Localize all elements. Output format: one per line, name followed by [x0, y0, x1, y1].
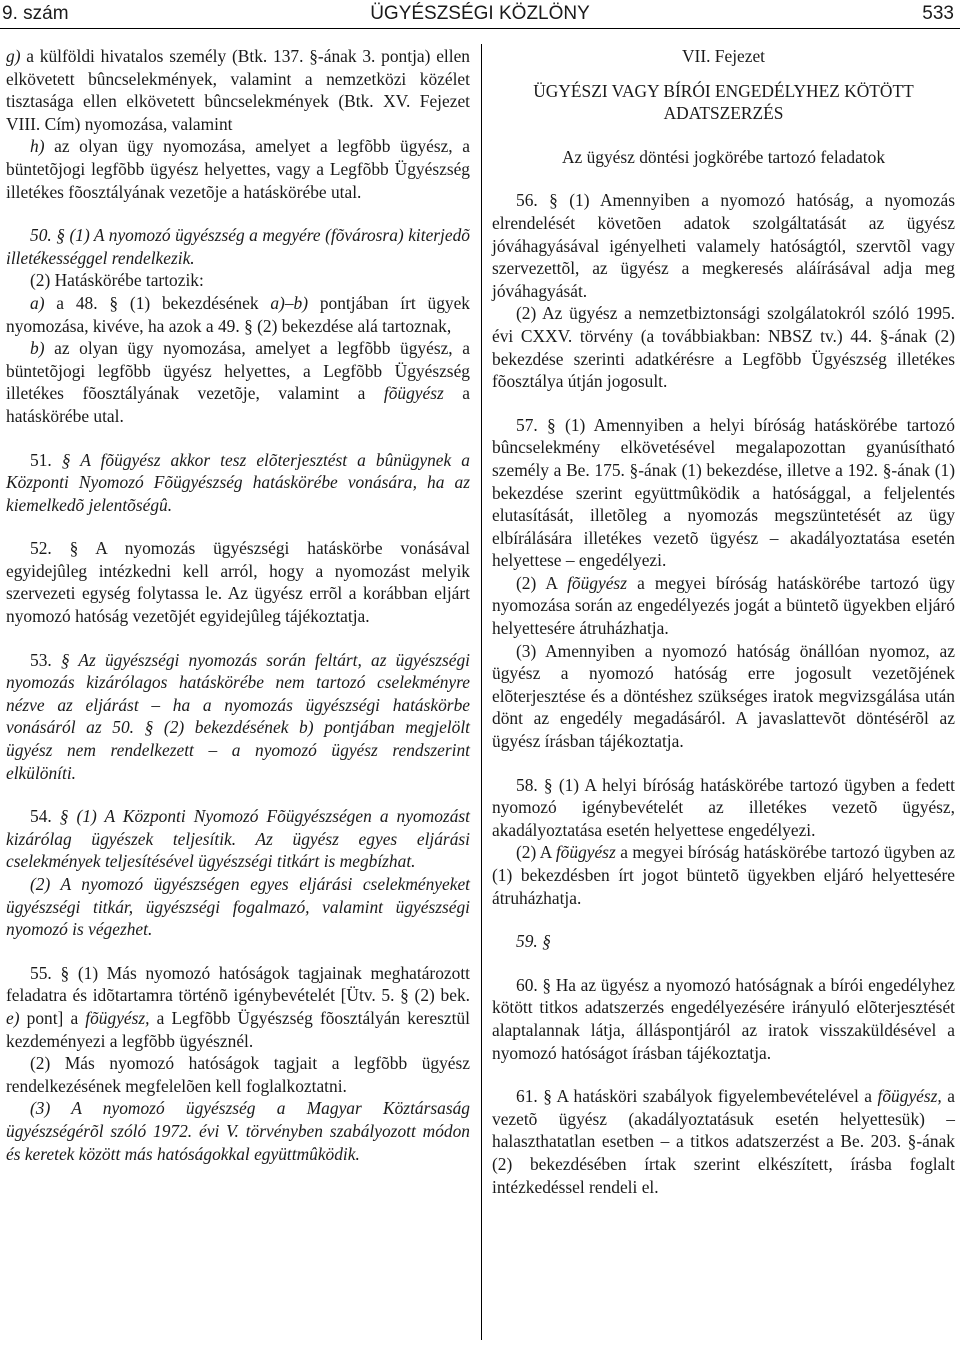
section-number: 55. — [30, 962, 52, 983]
journal-title: ÜGYÉSZSÉGI KÖZLÖNY — [370, 3, 590, 24]
spacer — [6, 941, 470, 962]
chapter-number: VII. Fejezet — [681, 46, 766, 66]
section-number: 61. — [516, 1086, 538, 1107]
chapter-heading — [492, 45, 955, 168]
section-50-p2: (2) Hatáskörébe tartozik: — [30, 270, 204, 291]
column-divider — [481, 44, 482, 1340]
spacer — [492, 68, 955, 80]
spacer — [492, 1064, 955, 1085]
section-50-a: a) a 48. § (1) bekezdésének a)–b) pontjában írt ügyek nyomozása, kivéve, ha azok a 49. § (2) bekezdése alá tartoznak, — [6, 292, 470, 336]
section-number: 58. — [516, 774, 538, 795]
section-57-p1: 57. § (1) Amennyiben a helyi bíróság hatáskörébe tartozó bûncselekmény elkövetésével megalapozottan gyanúsítható személy a Be. 175. §-ának (1) bekezdése, illetve a 192. §-ának (1) bekezdése szerint együttmûködik a hatósággal, a feljelentés elutasítását, illetõleg a nyomozás megszüntetését az ügy elbírálására illetékes vezetõ ügyész – akadályoztatása esetén helyettese – engedélyezi. — [492, 414, 955, 571]
section-54-p2: (2) A nyomozó ügyészségen egyes eljárási cselekményeket ügyészségi titkár, ügyészségi fogalmazó, valamint ügyészségi nyomozó is végezhet. — [6, 874, 470, 940]
paragraph-h: h) az olyan ügy nyomozása, amelyet a legfõbb ügyész, a büntetõjogi legfõbb ügyész helyettes, vagy a Legfõbb Ügyészség illetékes fõosztályának vezetõje a hatáskörébe utal. — [6, 136, 470, 202]
spacer — [492, 168, 955, 189]
section-54-p1: 54. § (1) A Központi Nyomozó Fõügyészségen a nyomozást kizárólag ügyészek teljesítik. Az ügyész egyes eljárási cselekmények teljesítésével ügyészségi titkárt is megbízhat. — [6, 806, 470, 872]
chapter-title-line-1: ÜGYÉSZI VAGY BÍRÓI ENGEDÉLYHEZ KÖTÖTT — [533, 80, 914, 101]
section-53: 53. § Az ügyészségi nyomozás során feltárt, az ügyészségi nyomozás kizárólagos hatáskörébe nem tartozó cselekményre nézve az eljárást – ha a nyomozás ügyészségi hatáskörbe vonásáról az 50. § (2) bekezdésének b) pontjában megjelölt ügyész nem rendelkezett – a nyomozó ügyész rendszerint elkülöníti. — [6, 649, 470, 783]
spacer — [492, 953, 955, 974]
spacer — [492, 909, 955, 930]
section-55-p3: (3) A nyomozó ügyészség a Magyar Köztársaság ügyészségérõl szóló 1972. évi V. törvényben szabályozott módon és keretek között más hatóságokkal együttmûködik. — [6, 1098, 470, 1164]
spacer — [6, 784, 470, 805]
section-56-p2: (2) Az ügyész a nemzetbiztonsági szolgálatokról szóló 1995. évi CXXV. törvény (a továbbiakban: NBSZ tv.) 44. §-ának (2) bekezdése szerinti adatkérésre a Legfõbb Ügyészség illetékes fõosztálya útján jogosult. — [492, 303, 955, 392]
left-column — [6, 45, 470, 1165]
section-number: 60. — [516, 974, 538, 995]
spacer — [492, 393, 955, 414]
section-51: 51. § A fõügyész akkor tesz elõterjesztést a bûnügynek a Központi Nyomozó Fõügyészség hatáskörébe vonására, ha az kiemelkedõ jelentõségû. — [6, 449, 470, 515]
spacer — [492, 125, 955, 146]
section-55-p2: (2) Más nyomozó hatóságok tagjait a legfõbb ügyész rendelkezésének megfelelõen kell foglalkoztatni. — [6, 1053, 470, 1096]
right-column — [492, 45, 955, 1198]
section-number: 51. — [30, 449, 52, 470]
section-60: 60. § Ha az ügyész a nyomozó hatóságnak a bírói engedélyhez kötött titkos adatszerzés engedélyezésére irányuló elõterjesztését alaptalannak látja, álláspontjáról az iratok visszaküldésével a nyomozó hatóságot írásban tájékoztatja. — [492, 974, 955, 1063]
paragraph-g: g) a külföldi hivatalos személy (Btk. 137. §-ának 3. pontja) ellen elkövetett bûncselekmények, valamint a nemzetközi közélet tisztasága ellen elkövetett bûncselekmények (Btk. XV. Fejezet VIII. Cím) nyomozása, valamint — [6, 46, 470, 134]
section-56-p1: 56. § (1) Amennyiben a nyomozó hatóság, a nyomozás elrendelését követõen adatok szolgáltatását az ügyész jóváhagyásával igényelheti valamely hatóságtól, szervtõl vagy szervezettõl, az ügyész a megkeresés aláírásával adja meg jóváhagyását. — [492, 190, 955, 301]
section-number: 53. — [30, 649, 52, 670]
chapter-subtitle: Az ügyész döntési jogkörébe tartozó feladatok — [561, 146, 886, 167]
spacer — [6, 428, 470, 449]
chapter-title-line-2: ADATSZERZÉS — [663, 103, 784, 124]
section-57-p3: (3) Amennyiben a nyomozó hatóság önállóan nyomoz, az ügyész a nyomozó hatóság erre jogosult vezetõjének elõterjesztése és a döntéshez szükséges iratok megvizsgálása után dönt az engedély megadásáról. A javaslattevõt döntésérõl az ügyész írásban tájékoztatja. — [492, 640, 955, 752]
spacer — [6, 516, 470, 537]
page-header — [0, 0, 960, 29]
item-label: h) — [30, 136, 45, 157]
item-label: g) — [6, 46, 21, 66]
section-number: 57. — [516, 414, 538, 435]
spacer — [492, 753, 955, 774]
section-number: 56. — [516, 190, 538, 211]
issue-number: 9. szám — [2, 3, 69, 24]
section-58-p2: (2) A fõügyész a megyei bíróság hatáskörébe tartozó ügyben az (1) bekezdésben írt jogot büntetõ ügyekben eljáró helyettesére átruházhatja. — [492, 842, 955, 908]
section-59: 59. § — [516, 931, 551, 952]
section-61: 61. § A hatásköri szabályok figyelembevételével a fõügyész, a vezetõ ügyész (akadályoztatásuk esetén helyettesük) – halaszthatatlan esetben – a titkos adatszerzést a Be. 203. §-ának (2) bekezdésében írtak szerint elkészített, írásba foglalt intézkedéssel rendeli el. — [492, 1086, 955, 1197]
spacer — [6, 203, 470, 224]
section-number: 52. — [30, 538, 52, 559]
section-50-b: b) az olyan ügy nyomozása, amelyet a legfõbb ügyész, a büntetõjogi legfõbb ügyész helyettes, a Legfõbb Ügyészség illetékes fõosztályának vezetõje, valamint a fõügyész a hatáskörébe utal. — [6, 338, 470, 426]
section-58-p1: 58. § (1) A helyi bíróság hatáskörébe tartozó ügyben a fedett nyomozó igénybevételét az illetékes vezetõ ügyész, akadályoztatása esetén helyettese engedélyezi. — [492, 774, 955, 840]
section-52: 52. § A nyomozás ügyészségi hatáskörbe vonásával egyidejûleg intézkedni kell arról, hogy a nyomozást melyik szervezeti egység folytassa le. Az ügyész errõl a korábban eljárt nyomozó hatóság vezetõjét egyidejûleg tájékoztatja. — [6, 538, 470, 627]
section-number: 50. — [30, 225, 52, 246]
section-50-p1: 50. § (1) A nyomozó ügyészség a megyére (fõvárosra) kiterjedõ illetékességgel rendelkezik. — [6, 225, 470, 268]
section-57-p2: (2) A fõügyész a megyei bíróság hatáskörébe tartozó ügy nyomozása során az engedélyezés jogát a büntetõ ügyekben eljáró helyettesére átruházhatja. — [492, 572, 955, 639]
section-number: 54. — [30, 806, 52, 827]
spacer — [6, 628, 470, 649]
page-number: 533 — [922, 3, 954, 24]
section-55-p1: 55. § (1) Más nyomozó hatóságok tagjainak meghatározott feladatra és idõtartamra történõ igénybevételét [Ütv. 5. § (2) bek. e) pont] a fõügyész, a Legfõbb Ügyészség fõosztályán keresztül kezdeményezi a legfõbb ügyésznél. — [6, 962, 470, 1051]
